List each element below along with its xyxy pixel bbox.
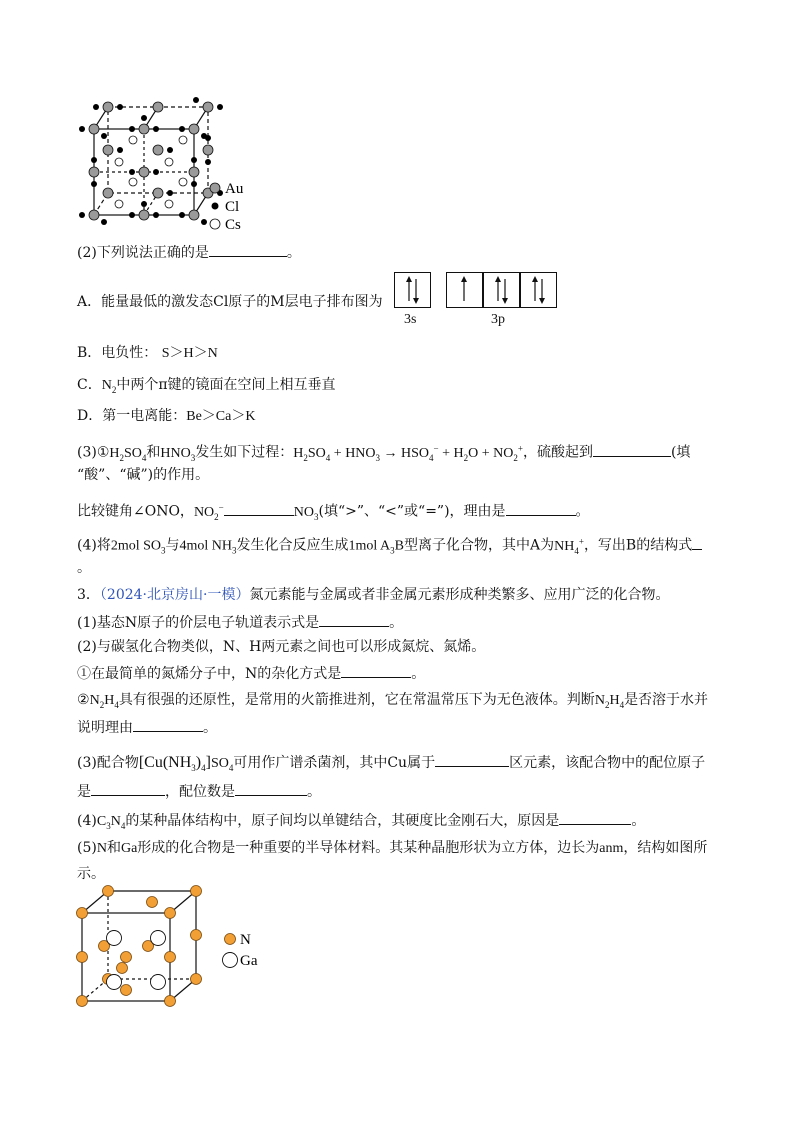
up-arrow-icon [447,273,482,307]
p3-s2b: $②N_2H_4$具有很强的还原性，是常用的火箭推进剂，它在常温常压下为无色液体。判断$N_2H_4$是否溶于水并 [77,692,709,710]
p3-s3: (3)配合物$[Cu(NH_3)_4]SO_4$可用作广谱杀菌剂，其中Cu属于 区元素，该配合物中的配位原子 [77,754,706,774]
p3-s5: (5)N和Ga形成的化合物是一种重要的半导体材料。其某种晶胞形状为立方体，边长为anm，结构如图所 [77,840,708,856]
p3-s4: $(4)C_3N_4$的某种晶体结构中，原子间均以单键结合，其硬度比金刚石大，原因是 。 [77,810,645,836]
legend-n: N [240,932,251,948]
answer-blank[interactable] [91,781,165,796]
label-3p: 3p [491,312,505,327]
p3-s2b-2: 说明理由 。 [77,717,217,738]
q2-option-d: D．第一电离能：Be＞Ca＞K [77,408,256,424]
problem-3-intro: 3．（2024·北京房山·一模）氮元素能与金属或者非金属元素形成种类繁多、应用广泛的化合物。 [77,587,670,603]
crystal-structure-figure-2 [70,885,285,1015]
q3-line-3: 比较键角∠ONO，$NO_2^-$ $NO_3$(填“>”、“<”或“=”)，理由是 。 [77,502,590,522]
answer-blank[interactable] [435,752,509,767]
n-atoms [77,886,202,1007]
orbital-diagram [394,272,564,332]
up-down-arrows-icon [395,273,430,307]
legend-au: Au [225,181,244,197]
q4-end: 。 [77,560,91,576]
answer-blank[interactable] [224,501,294,516]
answer-blank[interactable] [506,501,576,516]
legend-cl: Cl [225,199,240,215]
up-down-arrows-icon [521,273,556,307]
figure-2-legend [223,932,258,969]
source-link[interactable]: （2024·北京房山·一模） [99,587,250,603]
q3-line-1: $(3)①H_2SO_4$和$HNO_3$发生如下过程：$H_2SO_4 + HNO_3 \to HSO_4^- + H_2O + NO_2^+$，硫酸起到 (填 [77,443,691,463]
orbital-3p-box-2 [483,272,520,308]
legend-ga: Ga [240,953,258,969]
label-3s: 3s [404,312,417,327]
p3-s1: (1)基态N原子的价层电子轨道表示式是 。 [77,612,403,633]
ga-atoms [107,931,166,990]
answer-blank[interactable] [235,781,307,796]
answer-blank[interactable] [341,663,411,678]
q2-option-b: B．电负性： S＞H＞N [77,345,218,361]
q4-line-1: (4)将2mol $SO_3$与4mol $NH_3$发生化合反应生成1mol $A_3B$型离子化合物，其中A为$NH_4^+$，写出B的结构式 [77,531,702,560]
orbital-3p-box-1 [446,272,483,308]
q3-line-2: “酸”、“碱”)的作用。 [77,467,210,483]
figure-1-legend [210,181,244,233]
q2-option-c: C．$N_2$中两个π键的镜面在空间上相互垂直 [77,377,336,395]
answer-blank[interactable] [692,535,702,550]
p3-s2: (2)与碳氢化合物类似，N、H两元素之间也可以形成氮烷、氮烯。 [77,639,486,655]
answer-blank[interactable] [209,242,287,257]
answer-blank[interactable] [559,810,631,825]
up-down-arrows-icon [484,273,519,307]
p3-s5-2: 示。 [77,866,105,882]
answer-blank[interactable] [319,612,389,627]
q2-stem: (2)下列说法正确的是 。 [77,242,301,263]
cl-atoms [79,97,223,225]
orbital-3s-box [394,272,431,308]
orbital-3p-box-3 [520,272,557,308]
q2-option-a: A．能量最低的激发态Cl原子的M层电子排布图为 [77,294,383,310]
p3-s2a: ①在最简单的氮烯分子中，N的杂化方式是 。 [77,663,425,684]
legend-cs: Cs [225,217,241,233]
crystal-structure-figure-1 [72,96,257,234]
answer-blank[interactable] [593,442,671,457]
p3-s3-2: 是 ，配位数是 。 [77,781,321,802]
answer-blank[interactable] [133,717,203,732]
